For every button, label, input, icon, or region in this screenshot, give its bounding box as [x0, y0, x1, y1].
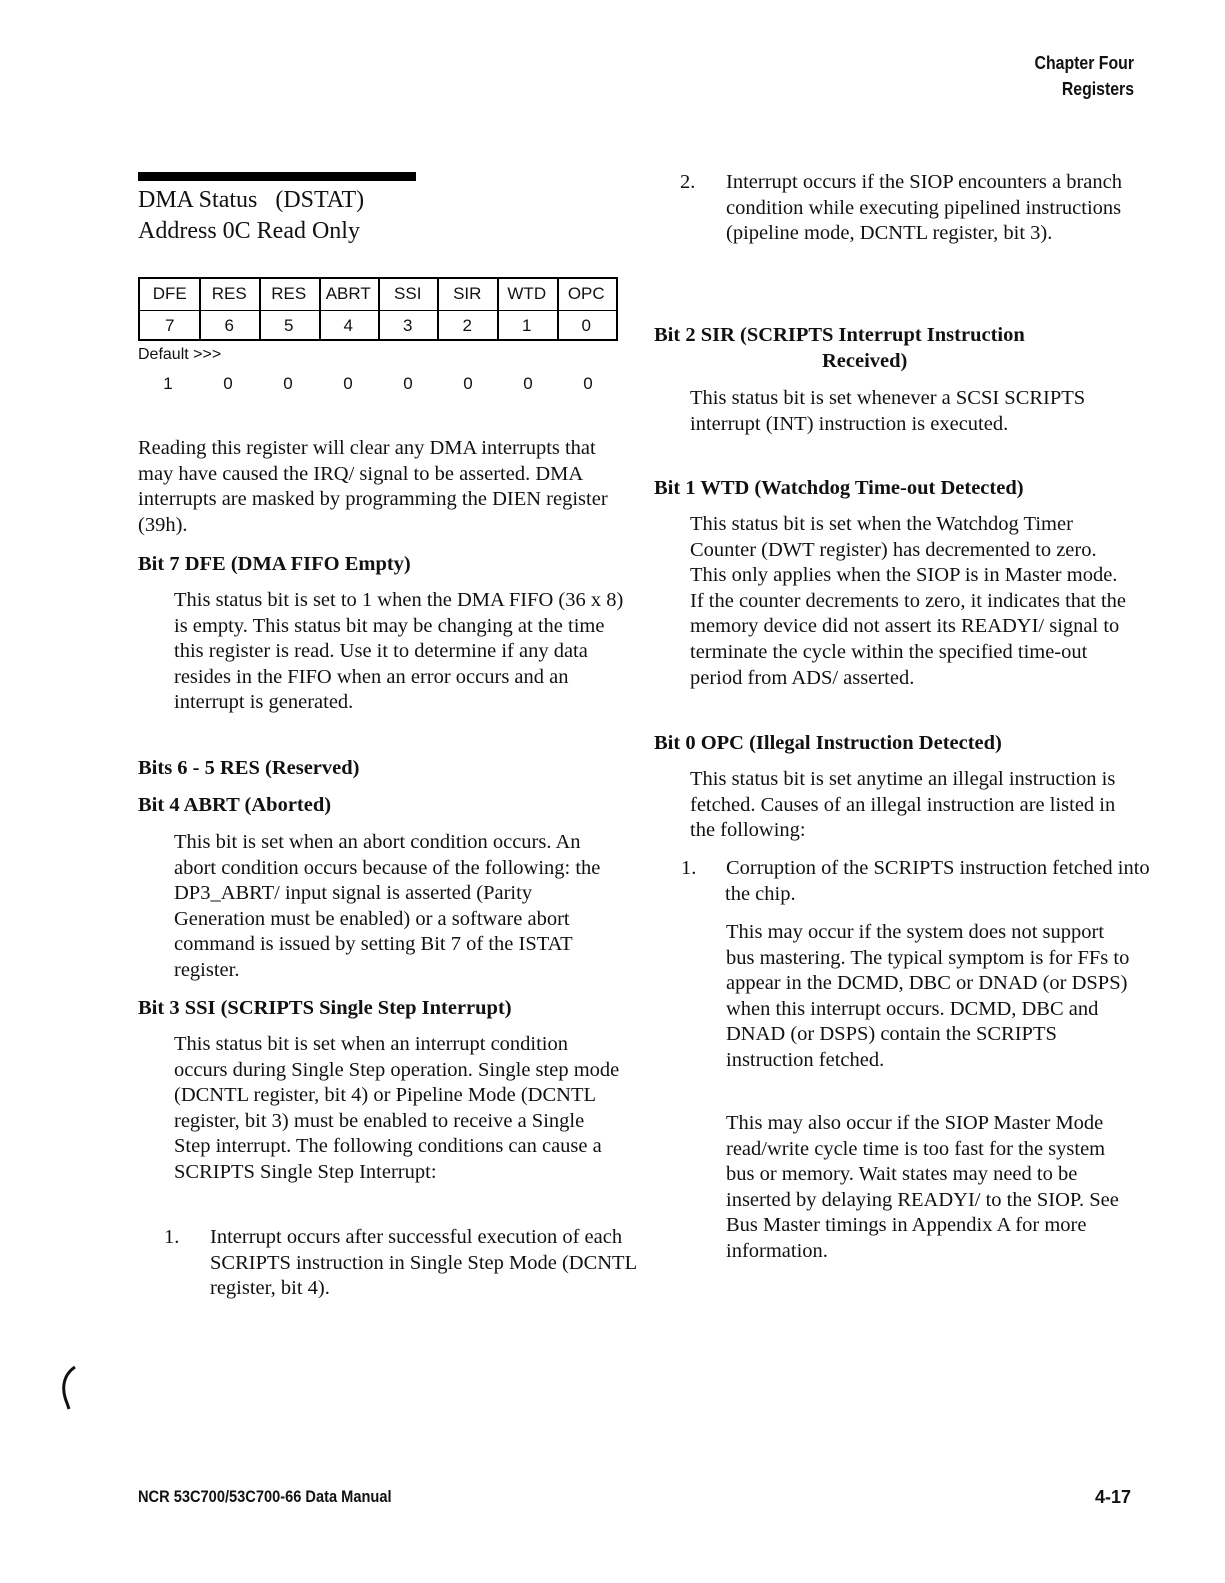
list-text: Interrupt occurs if the SIOP encounters a branch condition while executing pipelined instructions (pipeline mode, DCNTL register, bit 3). [726, 171, 1123, 245]
list-text: Corruption of the SCRIPTS instruction fetched into the chip. [725, 857, 1150, 905]
bit0-description: This status bit is set anytime an illegal instruction is fetched. Causes of an illegal instruction are listed in the following: [690, 768, 1116, 842]
bit3-list-item-1 [164, 1225, 660, 1302]
list-number: 2. [680, 171, 696, 193]
bit3-list-item-2 [680, 170, 1171, 247]
default-label: Default >>> [138, 346, 222, 363]
list-number: 1. [164, 1226, 180, 1248]
bit1-description: This status bit is set when the Watchdog Timer Counter (DWT register) has decremented to zero. This only applies when the SIOP is in Master mode. If the counter decrements to zero, it indicates that the memory device did not assert its READYI/ signal to terminate the cycle within the specified time-out period from ADS/ asserted. [690, 513, 1127, 689]
bit-number: 6 [224, 316, 234, 335]
cell-divider [437, 279, 439, 339]
default-value: 1 [163, 374, 173, 393]
intro-paragraph: Reading this register will clear any DMA interrupts that may have caused the IRQ/ signal to be asserted. DMA interrupts are masked by programming the DIEN register (39h). [138, 437, 608, 536]
default-value: 0 [583, 374, 593, 393]
register-title-block [138, 185, 364, 247]
chapter-label: Chapter Four [1034, 53, 1134, 73]
default-value: 0 [463, 374, 473, 393]
cell-divider [319, 279, 321, 339]
cell-divider [557, 279, 559, 339]
default-value: 0 [283, 374, 293, 393]
footer-page-number: 4-17 [1094, 1487, 1131, 1507]
bit-name: ABRT [325, 284, 371, 303]
bit-number: 7 [165, 316, 175, 335]
bit2-heading-line2: Received) [822, 350, 908, 372]
list-number: 1. [681, 857, 697, 879]
register-address: Address 0C Read Only [138, 218, 360, 244]
bit-name: DFE [152, 284, 187, 303]
bit-number: 3 [403, 316, 413, 335]
register-title: DMA Status (DSTAT) [138, 187, 365, 213]
bit4-heading: Bit 4 ABRT (Aborted) [138, 794, 332, 816]
cell-divider [259, 279, 261, 339]
bit2-heading-line1: Bit 2 SIR (SCRIPTS Interrupt Instruction [654, 324, 1025, 346]
bit-name: OPC [567, 284, 605, 303]
bit0-heading: Bit 0 OPC (Illegal Instruction Detected) [654, 732, 1002, 754]
bit-number: 1 [522, 316, 532, 335]
cell-divider [199, 279, 201, 339]
default-value: 0 [523, 374, 533, 393]
bit-name: WTD [507, 284, 547, 303]
cell-divider [497, 279, 499, 339]
bit7-description: This status bit is set to 1 when the DMA FIFO (36 x 8) is empty. This status bit may be changing at the time this register is read. Use it to determine if any data resides in the FIFO when an error occurs and an interrupt is generated. [174, 589, 624, 714]
bit65-heading: Bits 6 - 5 RES (Reserved) [138, 757, 360, 779]
list-text: Interrupt occurs after successful execution of each SCRIPTS instruction in Single Step Mode (DCNTL register, bit 4). [210, 1226, 637, 1300]
default-value: 0 [343, 374, 353, 393]
bit0-list-item-1 [681, 856, 1170, 907]
bit-name: SIR [453, 284, 482, 303]
bit7-heading: Bit 7 DFE (DMA FIFO Empty) [138, 553, 411, 575]
section-label: Registers [1061, 79, 1134, 99]
bit2-description: This status bit is set whenever a SCSI SCRIPTS interrupt (INT) instruction is executed. [690, 387, 1086, 435]
title-rule [138, 172, 416, 181]
bit3-heading: Bit 3 SSI (SCRIPTS Single Step Interrupt) [138, 997, 512, 1019]
binding-mark-icon [55, 1365, 79, 1413]
bit-name: RES [211, 284, 247, 303]
bit0-item1-paragraph-1: This may occur if the system does not support bus mastering. The typical symptom is for FFs to appear in the DCMD, DBC or DNAD (or DSPS) when this interrupt occurs. DCMD, DBC and DNAD (or DSPS) contain the SCRIPTS instruction fetched. [726, 921, 1130, 1071]
bit3-description: This status bit is set when an interrupt condition occurs during Single Step operation. Single step mode (DCNTL register, bit 4) or Pipeline Mode (DCNTL register, bit 3) must be enabled to receive a Single Step interrupt. The following conditions can cause a SCRIPTS Single Step Interrupt: [174, 1033, 620, 1183]
footer-manual-title: NCR 53C700/53C700-66 Data Manual [138, 1487, 392, 1506]
running-header [1035, 50, 1134, 102]
bit-number: 0 [581, 316, 591, 335]
bit-table [138, 277, 618, 341]
bit0-item1-paragraph-2: This may also occur if the SIOP Master Mode read/write cycle time is too fast for the system bus or memory. Wait states may need to be inserted by delaying READYI/ to the SIOP. See Bus Master timings in Appendix A for more information. [726, 1112, 1119, 1262]
bit-name: SSI [394, 284, 422, 303]
bit-name: RES [271, 284, 307, 303]
bit1-heading: Bit 1 WTD (Watchdog Time-out Detected) [654, 477, 1024, 499]
default-value: 0 [223, 374, 233, 393]
cell-divider [378, 279, 380, 339]
default-values [138, 374, 618, 394]
bit4-description: This bit is set when an abort condition occurs. An abort condition occurs because of the following: the DP3_ABRT/ input signal is asserted (Parity Generation must be enabled) or a software abort command is issued by setting Bit 7 of the ISTAT register. [174, 831, 601, 981]
default-value: 0 [403, 374, 413, 393]
bit-number: 4 [343, 316, 353, 335]
bit-number: 2 [462, 316, 472, 335]
bit-number: 5 [284, 316, 294, 335]
bit2-heading [654, 322, 1134, 374]
